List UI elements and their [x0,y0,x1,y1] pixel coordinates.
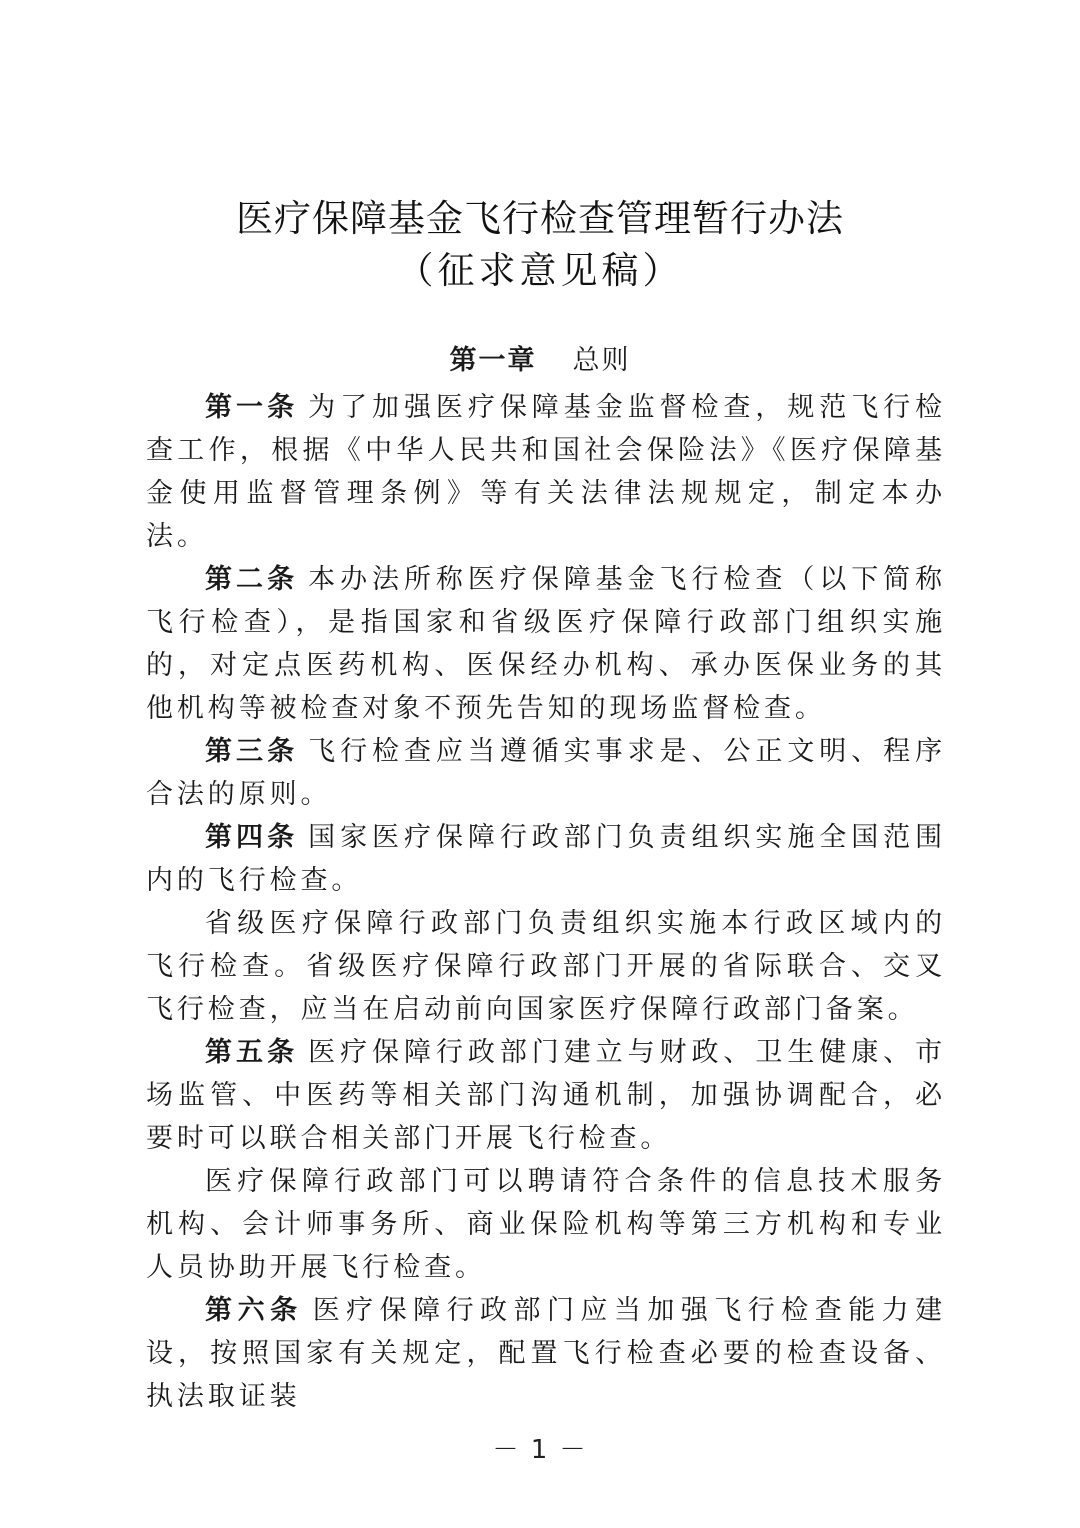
article-paragraph [146,558,946,730]
article-number: 第六条 [205,1295,303,1326]
document-subtitle: （征求意见稿） [396,249,684,292]
article-text: 本办法所称医疗保障基金飞行检查（以下简称飞行检查），是指国家和省级医疗保障行政部门组织实施的，对定点医药机构、医保经办机构、承办医保业务的其他机构等被检查对象不预先告知的现场监督检查。 [146,564,947,724]
article-text: 为了加强医疗保障基金监督检查，规范飞行检查工作，根据《中华人民共和国社会保险法》《医疗保障基金使用监督管理条例》等有关法律法规规定，制定本办法。 [146,392,947,552]
article-text: 医疗保障行政部门应当加强飞行检查能力建设，按照国家有关规定，配置飞行检查必要的检查设备、执法取证装 [146,1295,946,1412]
article-paragraph [146,1289,946,1418]
article-paragraph [146,386,946,558]
article-text: 国家医疗保障行政部门负责组织实施全国范围内的飞行检查。 [146,822,947,896]
chapter-heading [0,338,1080,384]
article-paragraph [146,1031,946,1160]
chapter-name: 总则 [572,345,631,376]
article-number: 第四条 [205,822,299,853]
article-number: 第一条 [205,392,299,423]
article-number: 第五条 [205,1037,299,1068]
chapter-number: 第一章 [449,345,537,376]
page-number: － 1 － [492,1435,588,1465]
article-number: 第三条 [205,736,299,767]
article-paragraph [146,730,946,816]
continuation-paragraph [146,1160,946,1289]
article-text: 医疗保障行政部门建立与财政、卫生健康、市场监管、中医药等相关部门沟通机制，加强协调配合，必要时可以联合相关部门开展飞行检查。 [146,1037,947,1154]
article-text: 医疗保障行政部门可以聘请符合条件的信息技术服务机构、会计师事务所、商业保险机构等第三方机构和专业人员协助开展飞行检查。 [146,1166,946,1283]
article-text: 飞行检查应当遵循实事求是、公正文明、程序合法的原则。 [146,736,947,810]
article-paragraph [146,816,946,902]
document-body [146,386,946,1418]
continuation-paragraph [146,902,946,1031]
article-number: 第二条 [205,564,299,595]
document-title: 医疗保障基金飞行检查管理暂行办法 [236,197,844,240]
article-text: 省级医疗保障行政部门负责组织实施本行政区域内的飞行检查。省级医疗保障行政部门开展的省际联合、交叉飞行检查，应当在启动前向国家医疗保障行政部门备案。 [146,908,946,1025]
